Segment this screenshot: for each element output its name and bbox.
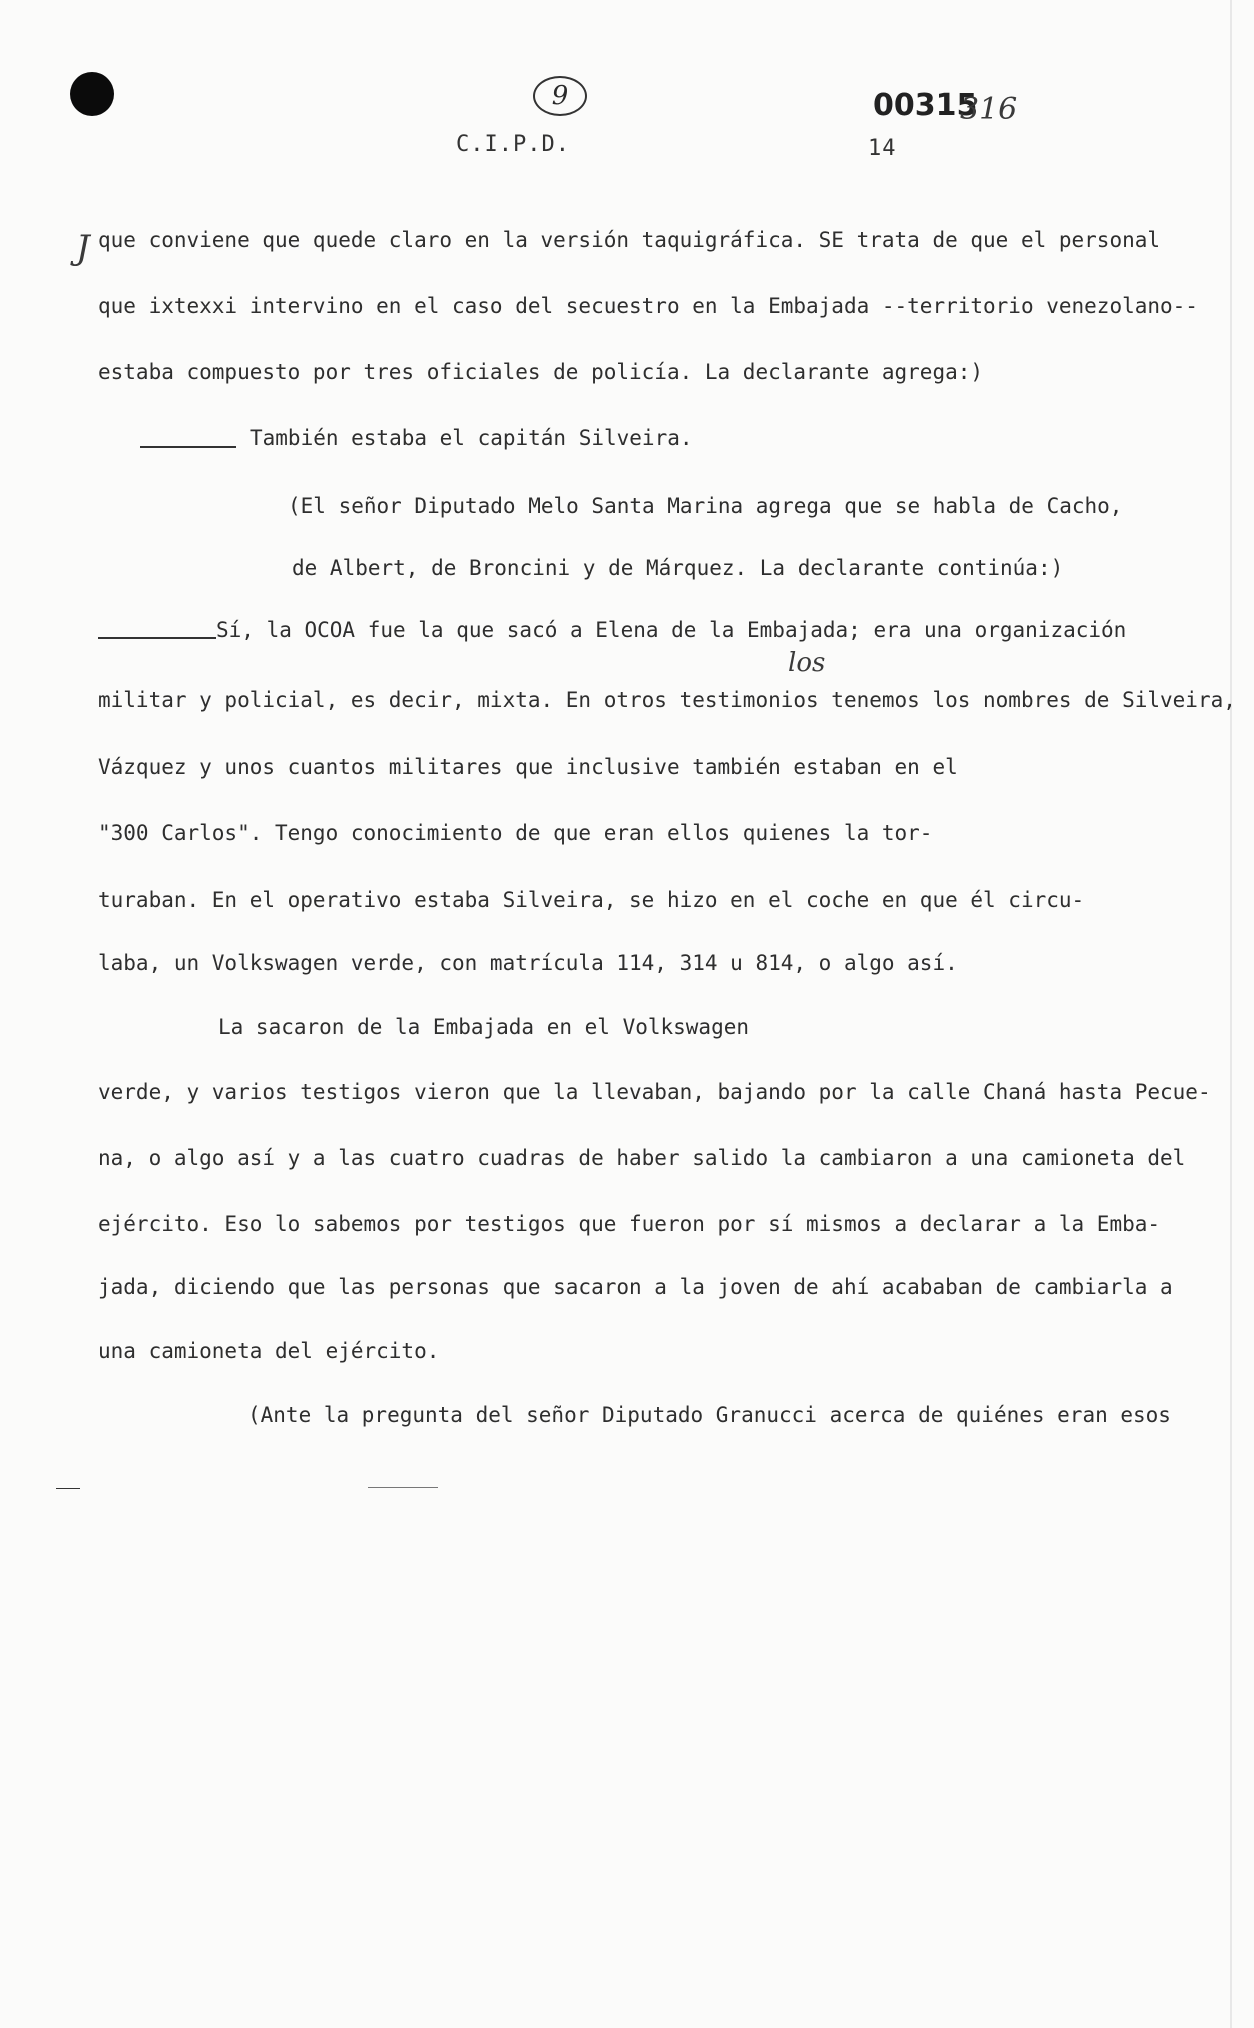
text-line-2: que ixtexxi intervino en el caso del secuestro en la Embajada --territorio venezolano-- bbox=[98, 294, 1198, 318]
text-line-19: (Ante la pregunta del señor Diputado Granucci acerca de quiénes eran esos bbox=[248, 1403, 1171, 1427]
circled-page-mark: 9 bbox=[533, 76, 587, 116]
text-line-6: de Albert, de Broncini y de Márquez. La declarante continúa:) bbox=[292, 556, 1064, 580]
blank-rule bbox=[140, 446, 236, 448]
footer-rule bbox=[56, 1488, 80, 1489]
text-line-11: turaban. En el operativo estaba Silveira, se hizo en el coche en que él circu- bbox=[98, 888, 1085, 912]
text-line-18: una camioneta del ejército. bbox=[98, 1339, 440, 1363]
text-line-10: "300 Carlos". Tengo conocimiento de que eran ellos quienes la tor- bbox=[98, 821, 933, 845]
page-number: 14 bbox=[868, 136, 897, 161]
text-line-1: que conviene que quede claro en la versión taquigráfica. SE trata de que el personal bbox=[98, 228, 1161, 252]
stamp-handwritten-number: 316 bbox=[960, 92, 1018, 127]
text-line-9: Vázquez y unos cuantos militares que inclusive también estaban en el bbox=[98, 755, 958, 779]
text-line-8: militar y policial, es decir, mixta. En otros testimonios tenemos los nombres de Silveira, bbox=[98, 688, 1236, 712]
text-line-4: También estaba el capitán Silveira. bbox=[250, 426, 693, 450]
cipd-header: C.I.P.D. bbox=[456, 132, 570, 157]
text-line-15: na, o algo así y a las cuatro cuadras de haber salido la cambiaron a una camioneta del bbox=[98, 1146, 1186, 1170]
stamp-number: 00315 bbox=[873, 88, 978, 123]
footer-rule bbox=[368, 1487, 438, 1488]
text-line-5: (El señor Diputado Melo Santa Marina agrega que se habla de Cacho, bbox=[288, 494, 1123, 518]
text-line-13: La sacaron de la Embajada en el Volkswagen bbox=[218, 1015, 750, 1039]
text-line-12: laba, un Volkswagen verde, con matrícula 114, 314 u 814, o algo así. bbox=[98, 951, 958, 975]
text-line-17: jada, diciendo que las personas que sacaron a la joven de ahí acababan de cambiarla a bbox=[98, 1275, 1173, 1299]
text-line-16: ejército. Eso lo sabemos por testigos que fueron por sí mismos a declarar a la Emba- bbox=[98, 1212, 1161, 1236]
text-line-3: estaba compuesto por tres oficiales de policía. La declarante agrega:) bbox=[98, 360, 984, 384]
punch-hole bbox=[70, 72, 114, 116]
text-line-7: Sí, la OCOA fue la que sacó a Elena de la Embajada; era una organización bbox=[216, 618, 1127, 642]
margin-mark: J bbox=[76, 228, 90, 268]
blank-rule bbox=[98, 637, 216, 639]
handwritten-insertion: los bbox=[788, 648, 826, 678]
page-edge-shadow bbox=[1230, 0, 1232, 2028]
text-line-14: verde, y varios testigos vieron que la llevaban, bajando por la calle Chaná hasta Pecue- bbox=[98, 1080, 1211, 1104]
